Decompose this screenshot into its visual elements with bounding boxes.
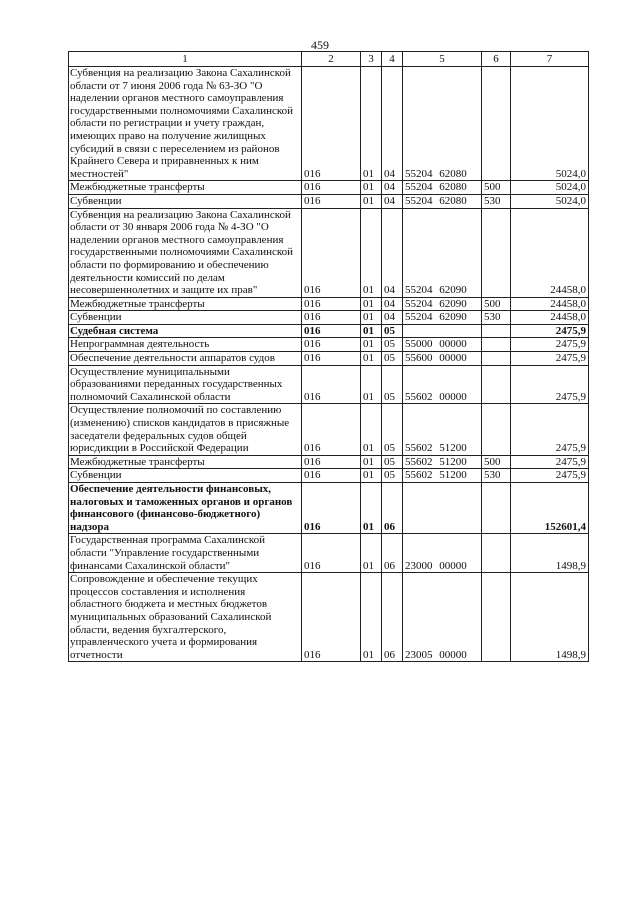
row-rz: 01: [361, 324, 382, 338]
row-sum: 2475,9: [511, 365, 589, 404]
row-grbs: 016: [302, 208, 361, 297]
row-rz: 01: [361, 573, 382, 662]
table-row: [69, 208, 589, 297]
row-vr: [482, 208, 511, 297]
row-grbs: 016: [302, 365, 361, 404]
row-csr: [403, 324, 482, 338]
row-pr: 05: [382, 324, 403, 338]
row-csr: 55204 62090: [403, 311, 482, 325]
row-vr: 500: [482, 181, 511, 195]
row-name: Осуществление полномочий по составлению (изменению) списков кандидатов в присяжные заседатели федеральных судов общей юрисдикции в Российской Федерации: [69, 404, 302, 455]
row-grbs: 016: [302, 483, 361, 534]
row-rz: 01: [361, 365, 382, 404]
row-csr: [403, 483, 482, 534]
row-grbs: 016: [302, 455, 361, 469]
table-row: [69, 67, 589, 181]
col-header-5: 5: [403, 52, 482, 67]
row-pr: 05: [382, 365, 403, 404]
row-sum: 152601,4: [511, 483, 589, 534]
row-grbs: 016: [302, 338, 361, 352]
row-vr: 530: [482, 311, 511, 325]
row-pr: 05: [382, 338, 403, 352]
row-rz: 01: [361, 338, 382, 352]
row-rz: 01: [361, 67, 382, 181]
row-grbs: 016: [302, 194, 361, 208]
row-grbs: 016: [302, 573, 361, 662]
row-rz: 01: [361, 469, 382, 483]
row-name: Непрограммная деятельность: [69, 338, 302, 352]
row-name: Сопровождение и обеспечение текущих процессов составления и исполнения областного бюджета и местных бюджетов муниципальных образований Сахалинской области, ведения бухгалтерского, управленческого учета и формирования отчетности: [69, 573, 302, 662]
col-header-2: 2: [302, 52, 361, 67]
row-pr: 04: [382, 194, 403, 208]
row-pr: 04: [382, 297, 403, 311]
row-sum: 5024,0: [511, 67, 589, 181]
row-name: Субвенция на реализацию Закона Сахалинской области от 7 июня 2006 года № 63-ЗО "О наделении органов местного самоуправления государственными полномочиями Сахалинской области по регистрации и учету граждан, имеющих право на получение жилищных субсидий в связи с переселением из районов Крайнего Севера и приравненных к ним местностей": [69, 67, 302, 181]
row-vr: 500: [482, 297, 511, 311]
row-name: Обеспечение деятельности аппаратов судов: [69, 352, 302, 366]
row-vr: [482, 365, 511, 404]
table-row: [69, 297, 589, 311]
row-name: Государственная программа Сахалинской области "Управление государственными финансами Сахалинской области": [69, 534, 302, 573]
row-csr: 55602 51200: [403, 469, 482, 483]
budget-table: [68, 51, 589, 662]
row-name: Обеспечение деятельности финансовых, налоговых и таможенных органов и органов финансового (финансово-бюджетного) надзора: [69, 483, 302, 534]
row-name: Судебная система: [69, 324, 302, 338]
row-grbs: 016: [302, 469, 361, 483]
row-vr: [482, 483, 511, 534]
row-csr: 55602 00000: [403, 365, 482, 404]
row-vr: [482, 404, 511, 455]
row-pr: 04: [382, 311, 403, 325]
row-csr: 55602 51200: [403, 404, 482, 455]
row-pr: 04: [382, 208, 403, 297]
row-pr: 04: [382, 67, 403, 181]
row-vr: [482, 67, 511, 181]
row-vr: [482, 573, 511, 662]
row-vr: [482, 534, 511, 573]
table-row: [69, 338, 589, 352]
row-pr: 04: [382, 181, 403, 195]
table-row: [69, 194, 589, 208]
row-rz: 01: [361, 297, 382, 311]
col-header-1: 1: [69, 52, 302, 67]
row-sum: 2475,9: [511, 404, 589, 455]
row-grbs: 016: [302, 67, 361, 181]
row-sum: 2475,9: [511, 352, 589, 366]
row-grbs: 016: [302, 534, 361, 573]
row-rz: 01: [361, 311, 382, 325]
row-rz: 01: [361, 483, 382, 534]
header-row: [69, 52, 589, 67]
table-row: [69, 352, 589, 366]
row-name: Субвенции: [69, 194, 302, 208]
row-sum: 24458,0: [511, 297, 589, 311]
table-row: [69, 483, 589, 534]
row-csr: 55204 62090: [403, 297, 482, 311]
row-csr: 55600 00000: [403, 352, 482, 366]
row-vr: 500: [482, 455, 511, 469]
row-grbs: 016: [302, 181, 361, 195]
row-pr: 05: [382, 352, 403, 366]
table-row: [69, 534, 589, 573]
row-grbs: 016: [302, 352, 361, 366]
row-name: Осуществление муниципальными образованиями переданных государственных полномочий Сахалинской области: [69, 365, 302, 404]
table-row: [69, 573, 589, 662]
row-vr: 530: [482, 194, 511, 208]
row-rz: 01: [361, 404, 382, 455]
row-name: Межбюджетные трансферты: [69, 181, 302, 195]
row-name: Субвенции: [69, 469, 302, 483]
row-vr: [482, 338, 511, 352]
row-rz: 01: [361, 534, 382, 573]
row-name: Межбюджетные трансферты: [69, 455, 302, 469]
table-row: [69, 455, 589, 469]
table-row: [69, 469, 589, 483]
row-rz: 01: [361, 194, 382, 208]
row-csr: 55204 62080: [403, 67, 482, 181]
row-pr: 06: [382, 573, 403, 662]
row-sum: 2475,9: [511, 324, 589, 338]
row-pr: 05: [382, 469, 403, 483]
row-pr: 05: [382, 455, 403, 469]
table-row: [69, 181, 589, 195]
row-vr: [482, 324, 511, 338]
row-csr: 55602 51200: [403, 455, 482, 469]
table-row: [69, 311, 589, 325]
row-sum: 24458,0: [511, 208, 589, 297]
row-rz: 01: [361, 181, 382, 195]
row-sum: 5024,0: [511, 181, 589, 195]
row-pr: 06: [382, 534, 403, 573]
row-sum: 2475,9: [511, 469, 589, 483]
row-csr: 55204 62080: [403, 194, 482, 208]
row-grbs: 016: [302, 311, 361, 325]
row-csr: 23005 00000: [403, 573, 482, 662]
row-grbs: 016: [302, 297, 361, 311]
row-sum: 5024,0: [511, 194, 589, 208]
row-csr: 55000 00000: [403, 338, 482, 352]
col-header-7: 7: [511, 52, 589, 67]
row-sum: 24458,0: [511, 311, 589, 325]
row-grbs: 016: [302, 324, 361, 338]
table-row: [69, 365, 589, 404]
col-header-3: 3: [361, 52, 382, 67]
row-name: Субвенции: [69, 311, 302, 325]
row-sum: 1498,9: [511, 534, 589, 573]
row-csr: 55204 62080: [403, 181, 482, 195]
row-name: Межбюджетные трансферты: [69, 297, 302, 311]
row-csr: 55204 62090: [403, 208, 482, 297]
table-row: [69, 404, 589, 455]
row-vr: [482, 352, 511, 366]
row-sum: 2475,9: [511, 338, 589, 352]
row-name: Субвенция на реализацию Закона Сахалинской области от 30 января 2006 года № 4-ЗО "О наделении органов местного самоуправления государственными полномочиями Сахалинской области по формированию и обеспечению деятельности комиссий по делам несовершеннолетних и защите их прав": [69, 208, 302, 297]
row-vr: 530: [482, 469, 511, 483]
col-header-4: 4: [382, 52, 403, 67]
row-rz: 01: [361, 352, 382, 366]
col-header-6: 6: [482, 52, 511, 67]
row-sum: 1498,9: [511, 573, 589, 662]
row-csr: 23000 00000: [403, 534, 482, 573]
row-grbs: 016: [302, 404, 361, 455]
table-row: [69, 324, 589, 338]
row-pr: 05: [382, 404, 403, 455]
row-pr: 06: [382, 483, 403, 534]
page-number: 459: [311, 38, 329, 52]
row-rz: 01: [361, 208, 382, 297]
row-sum: 2475,9: [511, 455, 589, 469]
row-rz: 01: [361, 455, 382, 469]
